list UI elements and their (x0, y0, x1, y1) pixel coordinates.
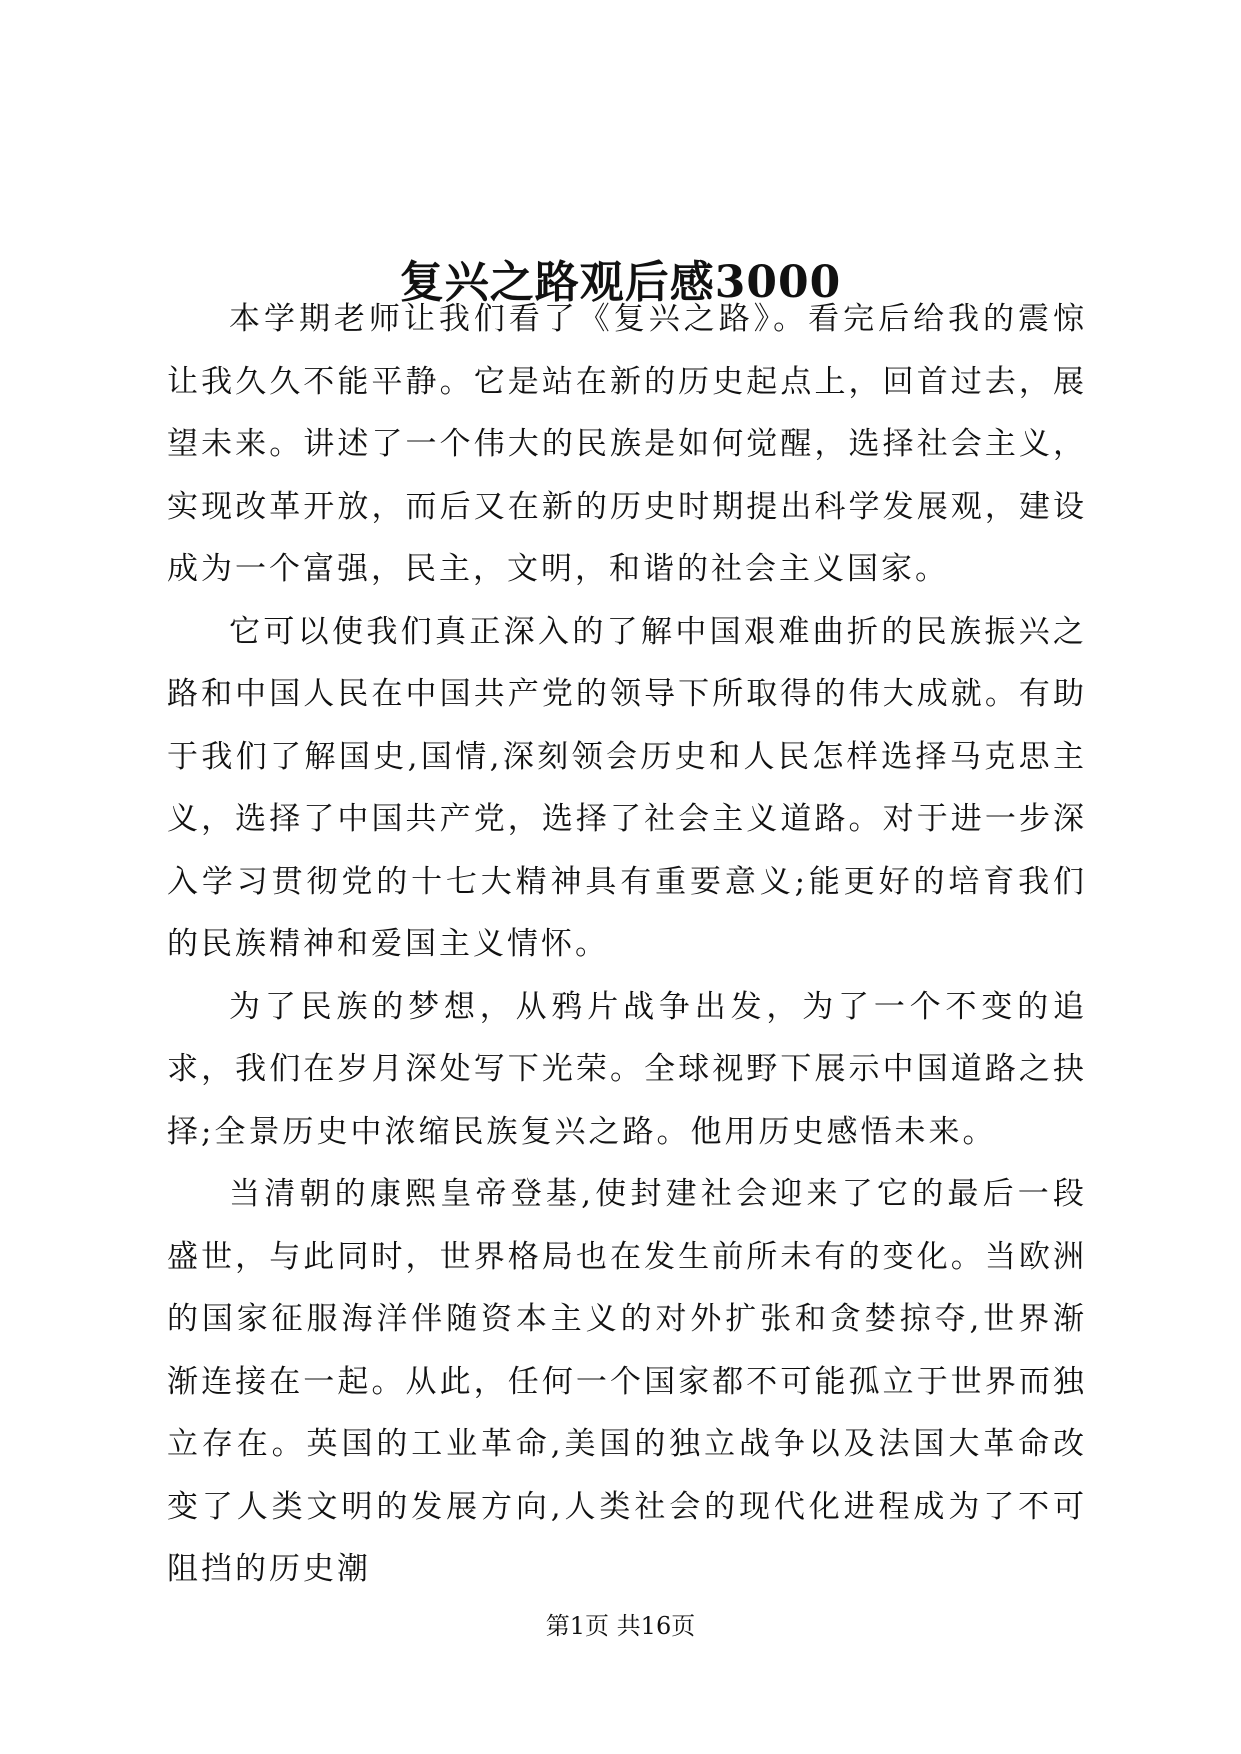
paragraph-3: 为了民族的梦想，从鸦片战争出发，为了一个不变的追求，我们在岁月深处写下光荣。全球视野下展示中国道路之抉择;全景历史中浓缩民族复兴之路。他用历史感悟未来。 (167, 988, 1087, 1150)
paragraph-4: 当清朝的康熙皇帝登基,使封建社会迎来了它的最后一段盛世，与此同时，世界格局也在发生前所未有的变化。当欧洲的国家征服海洋伴随资本主义的对外扩张和贪婪掠夺,世界渐渐连接在一起。从此，任何一个国家都不可能孤立于世界而独立存在。英国的工业革命,美国的独立战争以及法国大革命改变了人类文明的发展方向,人类社会的现代化进程成为了不可阻挡的历史潮 (167, 1176, 1087, 1587)
paragraph-2: 它可以使我们真正深入的了解中国艰难曲折的民族振兴之路和中国人民在中国共产党的领导下所取得的伟大成就。有助于我们了解国史,国情,深刻领会历史和人民怎样选择马克思主义，选择了中国共产党，选择了社会主义道路。对于进一步深入学习贯彻党的十七大精神具有重要意义;能更好的培育我们的民族精神和爱国主义情怀。 (167, 613, 1087, 962)
document-title: 复兴之路观后感3000 (399, 257, 842, 309)
page-footer (0, 1610, 1241, 1642)
document-body (167, 288, 1087, 1601)
paragraph-1: 本学期老师让我们看了《复兴之路》。看完后给我的震惊让我久久不能平静。它是站在新的历史起点上，回首过去，展望未来。讲述了一个伟大的民族是如何觉醒，选择社会主义，实现改革开放，而后又在新的历史时期提出科学发展观，建设成为一个富强，民主，文明，和谐的社会主义国家。 (167, 301, 1087, 587)
page-number-label: 第1页 共16页 (545, 1612, 696, 1640)
